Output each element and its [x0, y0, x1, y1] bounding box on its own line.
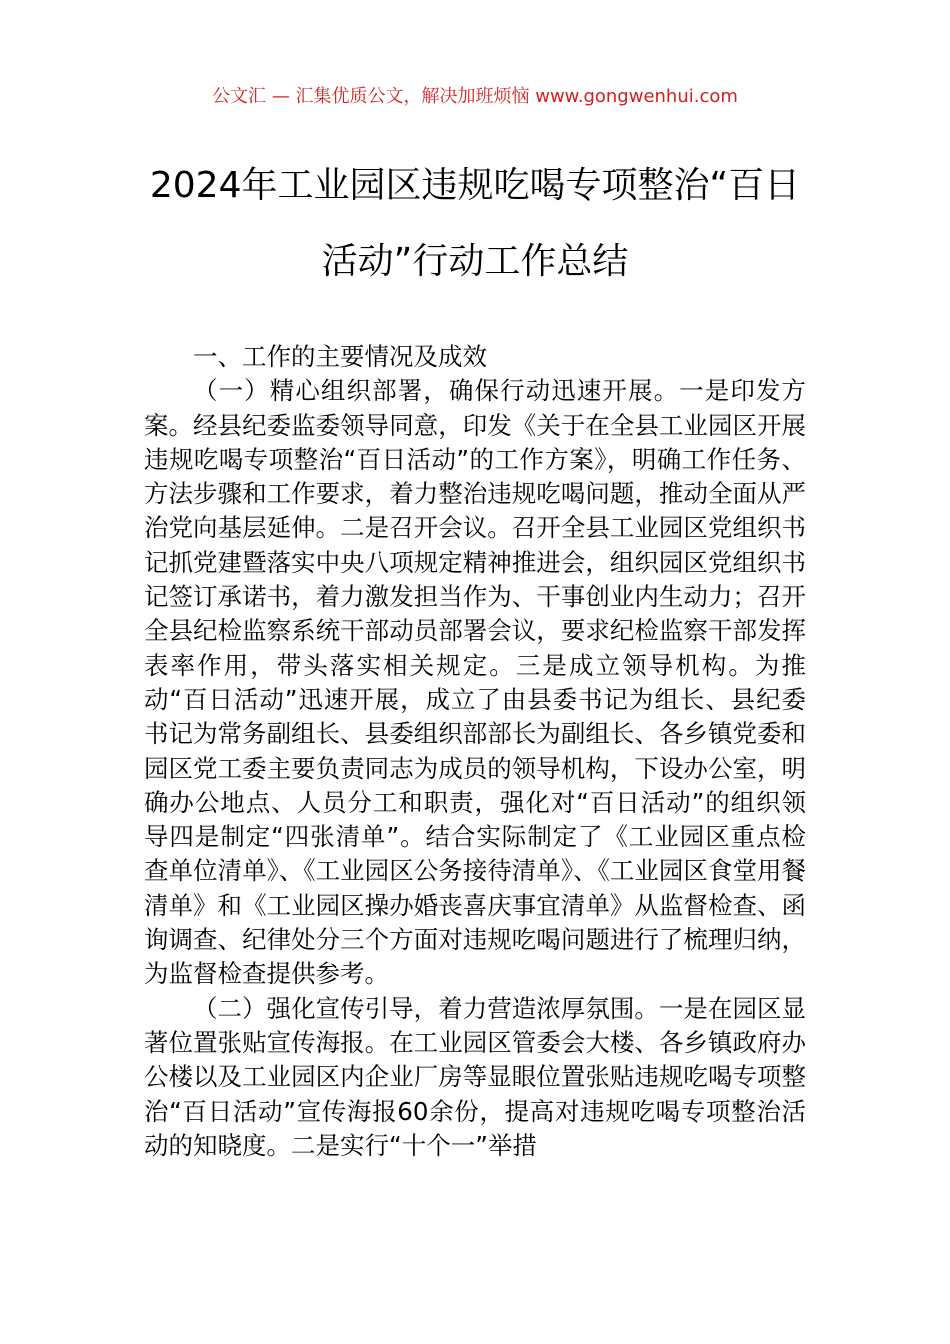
document-body [144, 340, 806, 1163]
section-heading: 一、工作的主要情况及成效 [193, 342, 487, 371]
header-banner: 公文汇 — 汇集优质公文，解决加班烦恼 www.gongwenhui.com [212, 86, 738, 107]
paragraph: （一）精心组织部署，确保行动迅速开展。一是印发方案。经县纪委监委领导同意，印发《关于在全县工业园区开展违规吃喝专项整治“百日活动”的工作方案》，明确工作任务、方法步骤和工作要求，着力整治违规吃喝问题，推动全面从严治党向基层延伸。二是召开会议。召开全县工业园区党组织书记抓党建暨落实中央八项规定精神推进会，组织园区党组织书记签订承诺书，着力激发担当作为、干事创业内生动力；召开全县纪检监察系统干部动员部署会议，要求纪检监察干部发挥表率作用，带头落实相关规定。三是成立领导机构。为推动“百日活动”迅速开展，成立了由县委书记为组长、县纪委书记为常务副组长、县委组织部部长为副组长、各乡镇党委和园区党工委主要负责同志为成员的领导机构，下设办公室，明确办公地点、人员分工和职责，强化对“百日活动”的组织领导四是制定“四张清单”。结合实际制定了《工业园区重点检查单位清单》、《工业园区公务接待清单》、《工业园区食堂用餐清单》和《工业园区操办婚丧喜庆事宜清单》从监督检查、函询调查、纪律处分三个方面对违规吃喝问题进行了梳理归纳，为监督检查提供参考。 [144, 376, 806, 989]
document-title: 2024年工业园区违规吃喝专项整治“百日活动”行动工作总结 [149, 165, 801, 282]
paragraph: （二）强化宣传引导，着力营造浓厚氛围。一是在园区显著位置张贴宣传海报。在工业园区管委会大楼、各乡镇政府办公楼以及工业园区内企业厂房等显眼位置张贴违规吃喝专项整治“百日活动”宣传海报60余份，提高对违规吃喝专项整治活动的知晓度。二是实行“十个一”举措 [144, 993, 806, 1160]
